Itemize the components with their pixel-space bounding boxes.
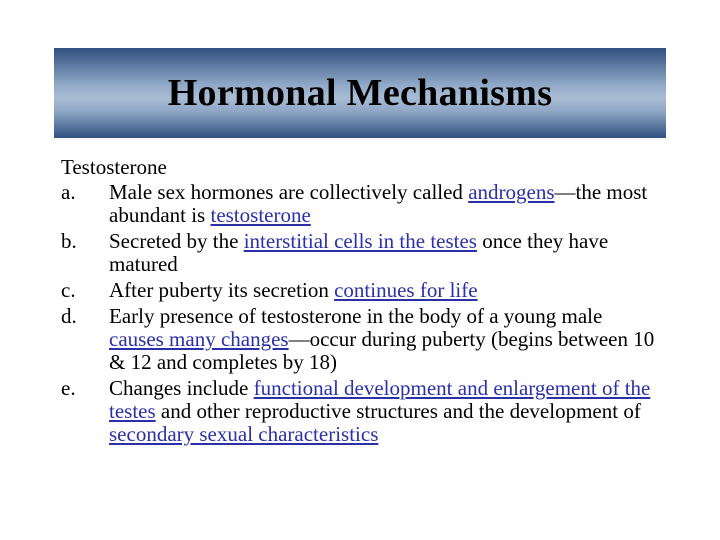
text-run: Changes include: [109, 376, 254, 400]
slide-title: Hormonal Mechanisms: [167, 72, 553, 114]
list-item: [61, 377, 661, 446]
text-run: and other reproductive structures and the development of: [155, 399, 641, 423]
link-androgens[interactable]: androgens: [468, 180, 555, 204]
link-causes-many-changes[interactable]: causes many changes: [109, 327, 289, 351]
link-functional-development[interactable]: functional development and enlargement of the testes: [109, 376, 651, 423]
text-run: —occur during puberty (begins between 10 & 12 and completes by 18): [109, 327, 655, 374]
list-item-text: [109, 230, 661, 276]
slide-content: [61, 156, 661, 449]
link-secondary-sexual-characteristics[interactable]: secondary sexual characteristics: [109, 422, 379, 446]
title-bar: [54, 48, 666, 138]
list-item: [61, 305, 661, 374]
text-run: Early presence of testosterone in the body of a young male: [109, 304, 603, 328]
list-marker: e.: [61, 376, 76, 400]
list-item: [61, 279, 661, 302]
link-testosterone[interactable]: testosterone: [210, 203, 311, 227]
text-run: —the most abundant is: [109, 180, 648, 227]
list-item-text: [109, 181, 661, 227]
list-marker: c.: [61, 278, 76, 302]
text-run: once they have matured: [109, 229, 609, 276]
list-item: [61, 230, 661, 276]
list-marker: d.: [61, 304, 77, 328]
text-run: Secreted by the: [109, 229, 244, 253]
link-continues-for-life[interactable]: continues for life: [334, 278, 478, 302]
list-item: [61, 181, 661, 227]
list-item-text: [109, 305, 661, 374]
link-interstitial-cells[interactable]: interstitial cells in the testes: [243, 229, 477, 253]
list-marker: b.: [61, 229, 77, 253]
list-item-text: [109, 377, 661, 446]
text-run: After puberty its secretion: [109, 278, 335, 302]
section-heading: Testosterone: [61, 155, 167, 179]
text-run: Male sex hormones are collectively called: [109, 180, 469, 204]
list-marker: a.: [61, 180, 76, 204]
list-item-text: [109, 279, 661, 302]
